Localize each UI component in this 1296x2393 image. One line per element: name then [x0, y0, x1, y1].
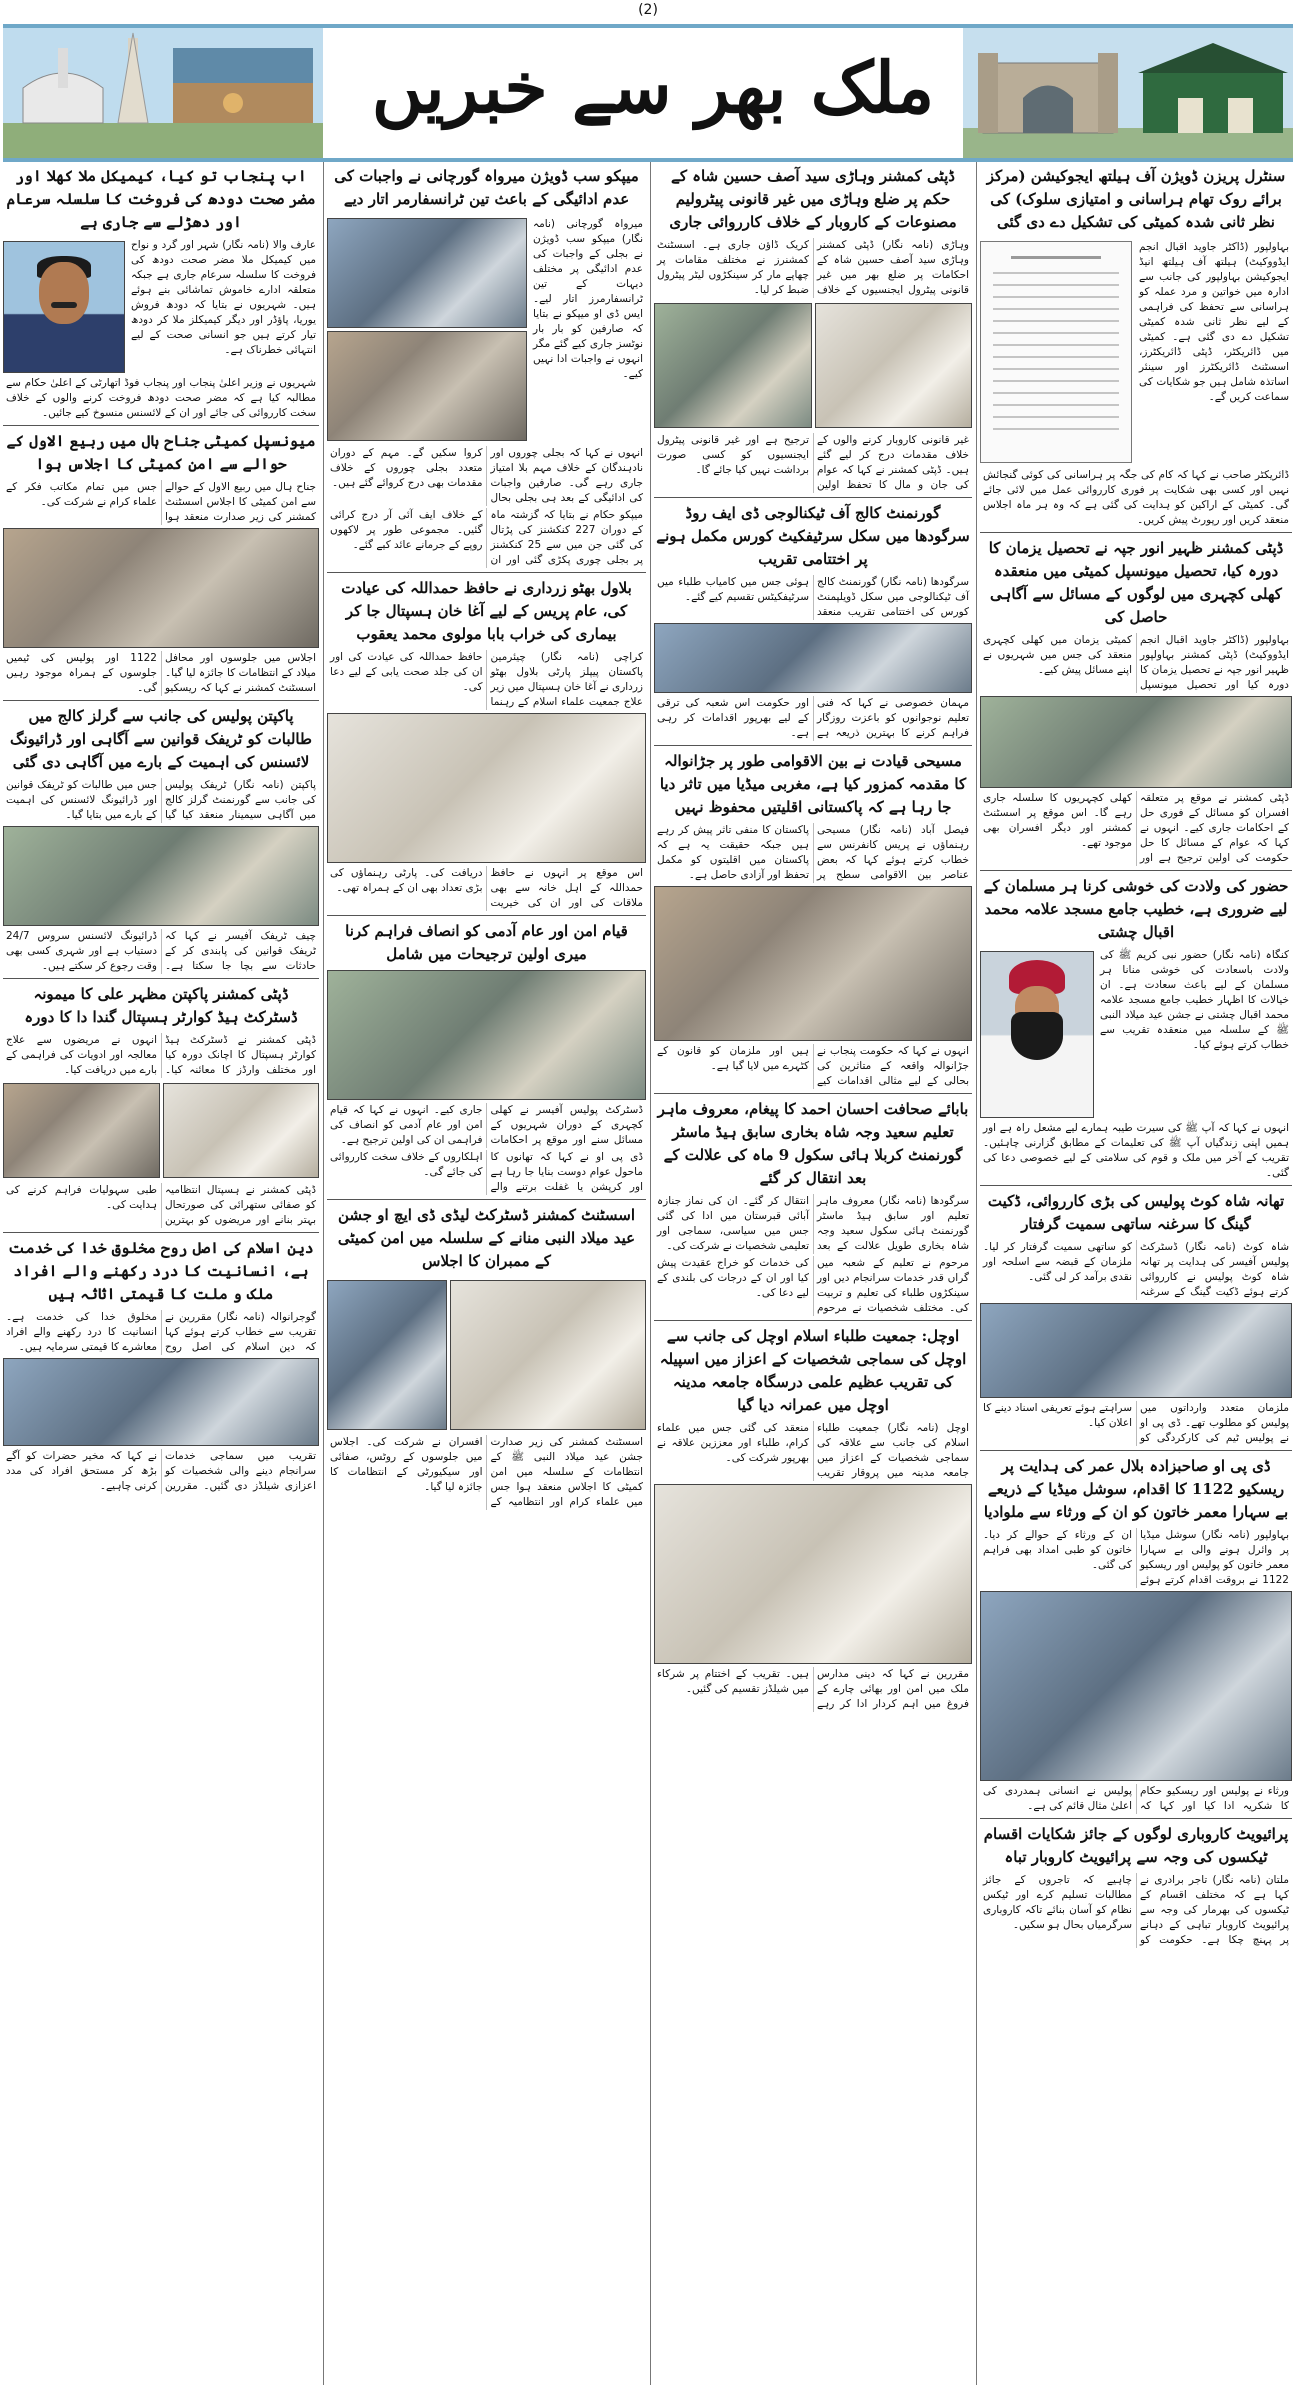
story-body: کراچی (نامہ نگار) چیئرمین پاکستان پیپلز پارٹی بلاول بھٹو زرداری نے آغا خان ہسپتال میں زیر علاج جمعیت علماء اسلام کے رہنما حافظ حمداللہ کی عیادت کی اور ان کی جلد صحت یابی کے لیے دعا کی۔ — [330, 651, 643, 708]
headline: تھانہ شاہ کوٹ پولیس کی بڑی کارروائی، ڈکیت گینگ کا سرغنہ ساتھی سمیت گرفتار — [987, 1192, 1285, 1233]
news-photo — [654, 623, 972, 693]
story-christian-leadership — [654, 750, 972, 1089]
story-dhq-visit — [3, 983, 319, 1228]
story-body: مرحوم نے تعلیم کے شعبہ میں گراں قدر خدمات سرانجام دیں اور سینکڑوں طلباء کی تعلیم و تربیت کی۔ مختلف شخصیات نے مرحوم کی خدمات کو خراج عقیدت پیش کیا اور ان کے درجات کی بلندی کے لیے دعا کی۔ — [657, 1257, 969, 1314]
speaker-portrait — [980, 951, 1094, 1118]
news-photo — [3, 528, 319, 648]
story-obituary-teacher — [654, 1098, 972, 1316]
story-body: چیف ٹریفک آفیسر نے کہا کہ ٹریفک قوانین کی پابندی کر کے حادثات سے بچا جا سکتا ہے۔ ڈرائیونگ لائسنس سروس 24/7 دستیاب ہے اور شہری کسی بھی وقت رجوع کر سکتے ہیں۔ — [6, 930, 316, 972]
story-body: انہوں نے کہا کہ حکومت پنجاب نے جڑانوالہ واقعہ کے متاثرین کی بحالی کے لیے مثالی اقدامات کیے ہیں اور ملزمان کو قانون کے کٹہرے میں لایا گیا ہے۔ — [657, 1045, 969, 1087]
story-body: انہوں نے کہا کہ بجلی چوروں اور نادہندگان کے خلاف مہم بلا امتیاز جاری رہے گی۔ صارفین واجبات کی ادائیگی کے بعد ہی بجلی بحال کروا سکیں گے۔ مہم کے دوران متعدد بجلی چوروں کے خلاف مقدمات بھی درج کروائے گئے ہیں۔ — [330, 447, 643, 504]
headline: ڈپٹی کمشنر وہاڑی سید آصف حسین شاہ کے حکم پر ضلع وہاڑی میں غیر قانونی پیٹرولیم مصنوعات کے کاروبار کے خلاف کارروائی جاری — [669, 167, 957, 231]
story-shahkot-police — [980, 1190, 1292, 1446]
story-dc-yazman — [980, 537, 1292, 866]
column-rule — [323, 162, 324, 2385]
column-1 — [980, 162, 1292, 2385]
news-photo — [654, 886, 972, 1041]
story-body: بہاولپور (ڈاکٹر جاوید اقبال انجم ایڈووکیٹ) ہیلتھ آف ہیلتھ انیڈ ایجوکیشن بہاولپور کی جانب سے ادارہ میں خواتین و مرد عملہ کو ہراسانی سے تحفظ کی فراہمی کے لیے نظر ثانی شدہ کمیٹی تشکیل دے دی گئی ہے۔ کمیٹی میں ڈائریکٹر، ڈپٹی ڈائریکٹرز، اسسٹنٹ ڈائریکٹرز اور سینئر اساتذہ شامل ہیں جو شکایات کی سماعت کریں گے۔ — [1139, 241, 1289, 403]
headline: میپکو سب ڈویژن میرواہ گورچانی نے واجبات کی عدم ادائیگی کے باعث تین ٹرانسفارمر اتار دیے — [334, 167, 639, 208]
news-photo — [3, 1358, 319, 1446]
story-body: انہوں نے کہا کہ آپ ﷺ کی سیرت طیبہ ہمارے لیے مشعل راہ ہے اور ہمیں اپنی زندگیاں آپ ﷺ کی تعلیمات کے مطابق گزارنی چاہئیں۔ تقریب کے آخر میں ملک و قوم کی سلامتی کے لیے خصوصی دعا کی گئی۔ — [983, 1122, 1289, 1179]
story-college-sargodha — [654, 502, 972, 741]
story-body: اجلاس میں جلوسوں اور محافل میلاد کے انتظامات کا جائزہ لیا گیا۔ اسسٹنٹ کمشنر نے کہا کہ ریسکیو 1122 اور پولیس کی ٹیمیں جلوسوں کے ہمراہ موجود رہیں گی۔ — [6, 652, 316, 694]
column-3 — [327, 162, 646, 2385]
headline: ڈپٹی کمشنر پاکپتن مظہر علی کا میمونہ ڈسٹرکٹ ہیڈ کوارٹر ہسپتال گندا دا کا دورہ — [24, 985, 298, 1026]
story-vehari-petrol — [654, 165, 972, 493]
headline: بابائے صحافت احسان احمد کا پیغام، معروف ماہر تعلیم سعید وجہ شاہ بخاری سابق ہیڈ ماسٹر گورنمنٹ کربلا ہائی سکول 9 ماہ کی علالت کے بعد انتقال کر گئے — [657, 1100, 969, 1187]
news-photo — [327, 970, 646, 1100]
story-body: ملزمان متعدد وارداتوں میں پولیس کو مطلوب تھے۔ ڈی پی او نے پولیس ٹیم کی کارکردگی کو سراہتے ہوئے تعریفی اسناد دینے کا اعلان کیا۔ — [983, 1402, 1289, 1444]
story-body: کنگاہ (نامہ نگار) حضور نبی کریم ﷺ کی ولادت باسعادت کی خوشی منانا ہر مسلمان کے لیے باعث سعادت ہے۔ ان خیالات کا اظہار خطیب جامع مسجد علامہ محمد اقبال چشتی نے جشن عید میلاد النبی ﷺ کے سلسلہ میں منعقدہ تقریب سے خطاب کرتے ہوئے کیا۔ — [1100, 949, 1289, 1051]
document-photo — [980, 241, 1132, 463]
headline: قیام امن اور عام آدمی کو انصاف فراہم کرنا میری اولین ترجیحات میں شامل — [345, 922, 628, 963]
story-body: اس موقع پر انہوں نے حافظ حمداللہ کے اہل خانہ سے بھی ملاقات کی اور ان کی خیریت دریافت کی۔ پارٹی رہنماؤں کی بڑی تعداد بھی ان کے ہمراہ تھی۔ — [330, 867, 643, 909]
portrait-photo — [327, 1280, 447, 1430]
headline: حضور کی ولادت کی خوشی کرنا ہر مسلمان کے لیے ضروری ہے، خطیب جامع مسجد علامہ محمد اقبال چشتی — [983, 877, 1289, 941]
story-body: میرواہ گورچانی (نامہ نگار) میپکو سب ڈویژن نے بجلی کے واجبات کی عدم ادائیگی پر مختلف دیہات کے تین ٹرانسفارمرز اتار لیے۔ ایس ڈی او میپکو نے بتایا کہ صارفین کو بار بار نوٹسز جاری کیے گئے مگر انہوں نے واجبات ادا نہیں کیے۔ — [533, 218, 643, 380]
story-body: شاہ کوٹ (نامہ نگار) ڈسٹرکٹ پولیس آفیسر کی ہدایت پر تھانہ شاہ کوٹ پولیس نے کارروائی کرتے ہوئے ڈکیت گینگ کے سرغنہ کو ساتھی سمیت گرفتار کر لیا۔ ملزمان کے قبضہ سے اسلحہ اور نقدی برآمد کر لی گئی۔ — [983, 1241, 1289, 1298]
news-photo — [450, 1280, 646, 1430]
transformer-photo — [327, 218, 527, 328]
headline: مسیحی قیادت نے بین الاقوامی طور پر جڑانوالہ کا مقدمہ کمزور کیا ہے، مغربی میڈیا میں تاثر دیا جا رہا ہے کہ پاکستانی اقلیتیں محفوظ نہیں — [659, 752, 967, 816]
column-4 — [3, 162, 319, 2385]
story-milk-adulteration — [3, 165, 319, 421]
story-body: گوجرانوالہ (نامہ نگار) مقررین نے تقریب سے خطاب کرتے ہوئے کہا کہ دین اسلام کی اصل روح مخلوق خدا کی خدمت ہے۔ انسانیت کا درد رکھنے والے افراد معاشرے کا قیمتی سرمایہ ہیں۔ — [6, 1311, 316, 1353]
story-body: میپکو حکام نے بتایا کہ گزشتہ ماہ کے دوران 227 کنکشنز کی پڑتال کی گئی جن میں سے 25 کنکشنز پر بجلی چوری پکڑی گئی اور ان کے خلاف ایف آئی آر درج کرائی گئیں۔ مجموعی طور پر لاکھوں روپے کے جرمانے عائد کیے گئے۔ — [330, 509, 644, 566]
story-body: ڈپٹی کمشنر نے ڈسٹرکٹ ہیڈ کوارٹر ہسپتال کا اچانک دورہ کیا اور مختلف وارڈز کا معائنہ کیا۔ انہوں نے مریضوں سے علاج معالجہ اور ادویات کی فراہمی کے بارے میں دریافت کیا۔ — [6, 1034, 316, 1076]
page-number: (2) — [638, 2, 658, 18]
headline: پرائیویٹ کاروباری لوگوں کے جائز شکایات اقسام ٹیکسوں کی وجہ سے پرائیویٹ کاروبار تباہ — [983, 1825, 1289, 1866]
story-body: ملتان (نامہ نگار) تاجر برادری نے کہا ہے کہ مختلف اقسام کے ٹیکسوں کی بھرمار کی وجہ سے پرائیویٹ کاروبار تباہی کے دہانے پر پہنچ چکا ہے۔ حکومت کو چاہیے کہ تاجروں کے جائز مطالبات تسلیم کرے اور ٹیکس نظام کو آسان بنائے تاکہ کاروباری سرگرمیاں بحال ہو سکیں۔ — [983, 1874, 1289, 1946]
story-milad — [980, 875, 1292, 1181]
story-body: ڈی پی او نے کہا کہ تھانوں کا ماحول عوام دوست بنایا جا رہا ہے اور کرپشن یا غفلت برتنے والے اہلکاروں کے خلاف سخت کارروائی کی جائے گی۔ — [330, 1151, 643, 1193]
reporter-portrait — [3, 241, 125, 373]
headline: دین اسلام کی اصل روح مخلوق خدا کی خدمت ہے، انسانیت کا درد رکھنے والے افراد ملک و ملت کا قیمتی اثاثہ ہیں — [8, 1239, 314, 1303]
news-photo — [980, 696, 1292, 788]
headline: اوچل: جمعیت طلباء اسلام اوچل کی جانب سے اوچل کی سماجی شخصیات کے اعزاز میں اسپیلہ کی تقریب عظیم علمی درسگاہ جامعہ مدینہ اوچل میں عمرانہ دیا گیا — [659, 1327, 967, 1414]
story-body: ورثاء نے پولیس اور ریسکیو حکام کا شکریہ ادا کیا اور کہا کہ پولیس نے انسانی ہمدردی کی اعلیٰ مثال قائم کی ہے۔ — [983, 1785, 1289, 1812]
story-jamiat-ochal — [654, 1325, 972, 1712]
story-body: اسسٹنٹ کمشنر کی زیر صدارت جشن عید میلاد النبی ﷺ کے انتظامات کے سلسلہ میں امن کمیٹی کا اجلاس منعقد ہوا جس میں علماء کرام اور انتظامیہ کے افسران نے شرکت کی۔ اجلاس میں جلوسوں کے روٹس، صفائی اور سیکیورٹی کے انتظامات کا جائزہ لیا گیا۔ — [330, 1436, 643, 1508]
headline: سنٹرل پریزن ڈویژن آف ہیلتھ ایجوکیشن (مرکز برائے روک تھام ہراسانی و امتیازی سلوک) کی نظر ثانی شدہ کمیٹی کی تشکیل دے دی گئی — [986, 167, 1286, 231]
story-bilawal-visit — [327, 577, 646, 911]
story-peace-committee-milad — [327, 1204, 646, 1510]
news-photo — [327, 713, 646, 863]
headline: اب پنجاب تو کیا، کیمیکل ملا کھلا اور مضر صحت دودھ کی فروخت کا سلسلہ سرعام اور دھڑلے سے جاری ہے — [6, 167, 316, 231]
story-body: سرگودھا (نامہ نگار) گورنمنٹ کالج آف ٹیکنالوجی میں سکل ڈویلپمنٹ کورس کی اختتامی تقریب منعقد ہوئی جس میں کامیاب طلباء میں سرٹیفکیٹس تقسیم کیے گئے۔ — [657, 576, 969, 618]
story-body: وہاڑی (نامہ نگار) ڈپٹی کمشنر وہاڑی سید آصف حسین شاہ کے احکامات پر ضلع بھر میں غیر قانونی پیٹرول ایجنسیوں کے خلاف کریک ڈاؤن جاری ہے۔ اسسٹنٹ کمشنرز نے مختلف مقامات پر چھاپے مار کر سینکڑوں لیٹر پیٹرول ضبط کر لیا۔ — [657, 239, 969, 296]
masthead-title: ملک بھر سے خبریں — [371, 46, 935, 129]
story-body: ڈپٹی کمشنر نے ہسپتال انتظامیہ کو صفائی ستھرائی کی صورتحال بہتر بنانے اور مریضوں کو بہترین طبی سہولیات فراہم کرنے کی ہدایت کی۔ — [6, 1184, 316, 1226]
historic-gate-icon — [963, 28, 1293, 158]
column-2 — [654, 162, 972, 2385]
news-photo — [654, 1484, 972, 1664]
headline: ڈپٹی کمشنر ظہیر انور جپہ نے تحصیل یزمان کا دورہ کیا، تحصیل میونسپل کمیٹی میں منعقدہ کھلی کچہری میں لوگوں کے مسائل سے آگاہی حاصل کی — [988, 539, 1284, 626]
story-body: اوچل (نامہ نگار) جمعیت طلباء اسلام کی جانب سے علاقہ کی سماجی شخصیات کے اعزاز میں جامعہ مدینہ میں پروقار تقریب منعقد کی گئی جس میں علماء کرام، طلباء اور معززین علاقہ نے بھرپور شرکت کی۔ — [657, 1422, 969, 1479]
news-photo — [3, 1083, 160, 1178]
story-body: پاکپتن (نامہ نگار) ٹریفک پولیس کی جانب سے گورنمنٹ گرلز کالج میں آگاہی سیمینار منعقد کیا گیا جس میں طالبات کو ٹریفک قوانین اور ڈرائیونگ لائسنس کی اہمیت کے بارے میں بتایا گیا۔ — [6, 779, 316, 821]
story-body: بہاولپور (ڈاکٹر جاوید اقبال انجم ایڈووکیٹ) ڈپٹی کمشنر بہاولپور ظہیر انور جپہ نے تحصیل یزمان کا دورہ کیا اور تحصیل میونسپل کمیٹی یزمان میں کھلی کچہری منعقد کی جس میں شہریوں نے اپنے مسائل پیش کیے۔ — [983, 634, 1289, 691]
story-body: شہریوں نے وزیر اعلیٰ پنجاب اور پنجاب فوڈ اتھارٹی کے اعلیٰ حکام سے مطالبہ کیا ہے کہ مضر صحت دودھ فروخت کرنے والوں کے خلاف سخت کارروائی کی جائے اور ان کے لائسنس منسوخ کیے جائیں۔ — [6, 377, 316, 419]
transformer-photo — [327, 331, 527, 441]
headline: ڈی پی او صاحبزادہ بلال عمر کی ہدایت پر ریسکیو 1122 کا اقدام، سوشل میڈیا کے ذریعے بے سہارا معمر خاتون کو ان کے ورثاء سے ملوادیا — [983, 1457, 1289, 1521]
news-photo — [980, 1303, 1292, 1398]
story-body: مہمان خصوصی نے کہا کہ فنی تعلیم نوجوانوں کو باعزت روزگار فراہم کرنے کا بہترین ذریعہ ہے اور حکومت اس شعبہ کی ترقی کے لیے بھرپور اقدامات کر رہی ہے۔ — [657, 697, 969, 739]
story-body: ڈپٹی کمشنر نے موقع پر متعلقہ افسران کو مسائل کے فوری حل کے احکامات جاری کیے۔ انہوں نے کہا کہ عوام کے مسائل کا حل حکومت کی اولین ترجیح ہے اور کھلی کچہریوں کا سلسلہ جاری رہے گا۔ اس موقع پر اسسٹنٹ کمشنر اور دیگر افسران بھی موجود تھے۔ — [983, 792, 1289, 864]
story-body: عارف والا (نامہ نگار) شہر اور گرد و نواح میں کیمیکل ملا مضر صحت دودھ کی فروخت کا سلسلہ سرعام جاری ہے جبکہ متعلقہ ادارے خاموش تماشائی بنے ہوئے ہیں۔ شہریوں نے بتایا کہ دودھ فروش یوریا، پاؤڈر اور دیگر کیمیکلز ملا کر دودھ تیار کرتے ہیں جو انسانی صحت کے لیے انتہائی خطرناک ہے۔ — [131, 239, 316, 356]
news-photo — [654, 303, 812, 428]
story-body: بہاولپور (نامہ نگار) سوشل میڈیا پر وائرل ہونے والی بے سہارا معمر خاتون کو پولیس اور ریسکیو 1122 نے بروقت اقدام کرتے ہوئے ان کے ورثاء کے حوالے کر دیا۔ خاتون کو طبی امداد بھی فراہم کی گئی۔ — [983, 1529, 1289, 1586]
news-photo — [3, 826, 319, 926]
story-body: سرگودھا (نامہ نگار) معروف ماہر تعلیم اور سابق ہیڈ ماسٹر گورنمنٹ ہائی سکول سعید وجہ شاہ بخاری طویل علالت کے بعد انتقال کر گئے۔ ان کی نماز جنازہ آبائی قبرستان میں ادا کی گئی جس میں سیاسی، سماجی اور تعلیمی شخصیات نے شرکت کی۔ — [657, 1195, 969, 1252]
story-body: غیر قانونی کاروبار کرنے والوں کے خلاف مقدمات درج کر لیے گئے ہیں۔ ڈپٹی کمشنر نے کہا کہ عوام کی جان و مال کا تحفظ اولین ترجیح ہے اور غیر قانونی پیٹرول ایجنسیوں کو کسی صورت برداشت نہیں کیا جائے گا۔ — [657, 434, 969, 491]
column-rule — [976, 162, 977, 2385]
headline: میونسپل کمیٹی جناح ہال میں ربیع الاول کے حوالے سے امن کمیٹی کا اجلاس ہوا — [6, 432, 316, 473]
headline: پاکپتن پولیس کی جانب سے گرلز کالج میں طالبات کو ٹریفک قوانین سے آگاہی اور ڈرائیونگ لائسنس کی اہمیت کے بارے میں آگاہی دی گئی — [10, 707, 312, 771]
story-body: مقررین نے کہا کہ دینی مدارس ملک میں امن اور بھائی چارے کے فروغ میں اہم کردار ادا کر رہے ہیں۔ تقریب کے اختتام پر شرکاء میں شیلڈز تقسیم کی گئیں۔ — [657, 1668, 969, 1710]
headline: بلاول بھٹو زرداری نے حافظ حمداللہ کی عیادت کی، عام پریس کے لیے آغا خان ہسپتال جا کر بیماری کی خراب بابا مولوی محمد یعقوب — [341, 579, 632, 643]
story-body: جناح ہال میں ربیع الاول کے حوالے سے امن کمیٹی کا اجلاس اسسٹنٹ کمشنر کی زیر صدارت منعقد ہوا جس میں تمام مکاتب فکر کے علماء کرام نے شرکت کی۔ — [6, 481, 316, 523]
column-rule — [650, 162, 651, 2385]
news-photo — [980, 1591, 1292, 1781]
story-service-humanity — [3, 1237, 319, 1494]
story-body: ڈائریکٹر صاحب نے کہا کہ کام کی جگہ پر ہراسانی کی کوئی گنجائش نہیں اور کسی بھی شکایت پر فوری کارروائی عمل میں لائی جائے گی۔ کمیٹی کے اراکین کو ہدایت کی گئی ہے کہ وہ ہر ماہ اجلاس منعقد کریں اور رپورٹ پیش کریں۔ — [983, 469, 1289, 526]
story-mepco-transformers — [327, 165, 646, 568]
story-rescue-elderly — [980, 1455, 1292, 1814]
story-peace-justice — [327, 920, 646, 1195]
headline: اسسٹنٹ کمشنر ڈسٹرکٹ لیڈی ڈی ایچ او جشن عید میلاد النبی منانے کے سلسلہ میں امن کمیٹی کے ممبران کا اجلاس — [337, 1206, 636, 1270]
story-business-tax — [980, 1823, 1292, 1948]
headline: گورنمنٹ کالج آف ٹیکنالوجی ڈی ایف روڈ سرگودھا میں سکل سرٹیفکیٹ کورس مکمل ہونے پر اختتامی تقریب — [656, 504, 970, 568]
story-traffic-awareness — [3, 705, 319, 974]
pakistan-landmarks-icon — [3, 28, 323, 158]
masthead — [3, 24, 1293, 162]
story-body: ڈسٹرکٹ پولیس آفیسر نے کھلی کچہری کے دوران شہریوں کے مسائل سنے اور موقع پر احکامات جاری کیے۔ انہوں نے کہا کہ قیام امن اور عام آدمی کو انصاف کی فراہمی ان کی اولین ترجیح ہے۔ — [330, 1104, 643, 1146]
news-photo — [815, 303, 973, 428]
story-body: تقریب میں سماجی خدمات سرانجام دینے والی شخصیات کو اعزازی شیلڈز دی گئیں۔ مقررین نے کہا کہ مخیر حضرات کو آگے بڑھ کر مستحق افراد کی مدد کرنی چاہیے۔ — [6, 1450, 316, 1492]
story-jinnah-hall — [3, 430, 319, 696]
news-photo — [163, 1083, 320, 1178]
story-harassment-committee — [980, 165, 1292, 528]
story-body: فیصل آباد (نامہ نگار) مسیحی رہنماؤں نے پریس کانفرنس سے خطاب کرتے ہوئے کہا کہ بعض عناصر بین الاقوامی سطح پر پاکستان کا منفی تاثر پیش کر رہے ہیں جبکہ حقیقت یہ ہے کہ پاکستان میں اقلیتوں کو مکمل تحفظ اور آزادی حاصل ہے۔ — [657, 824, 969, 881]
